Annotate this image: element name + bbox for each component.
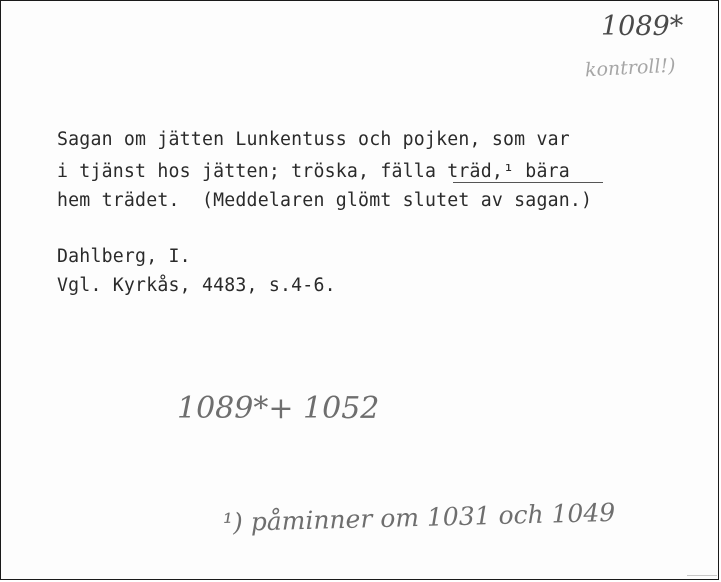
- pencil-underline: [453, 182, 603, 183]
- card-corner-mark: [687, 575, 717, 576]
- typed-line-1: Sagan om jätten Lunkentuss och pojken, som var: [57, 129, 570, 150]
- archive-reference: Vgl. Kyrkås, 4483, s.4-6.: [57, 275, 336, 296]
- handwritten-classification: 1089*+ 1052: [177, 391, 380, 426]
- typed-line-2: i tjänst hos jätten; tröska, fälla träd,¹ bära: [57, 161, 570, 182]
- informant-name: Dahlberg, I.: [57, 246, 191, 267]
- handwritten-type-number: 1089*: [601, 11, 684, 42]
- handwritten-control-note: kontroll!): [584, 54, 677, 82]
- handwritten-footnote: ¹) påminner om 1031 och 1049: [222, 497, 616, 538]
- typed-line-3: hem trädet. (Meddelaren glömt slutet av sagan.): [57, 190, 593, 211]
